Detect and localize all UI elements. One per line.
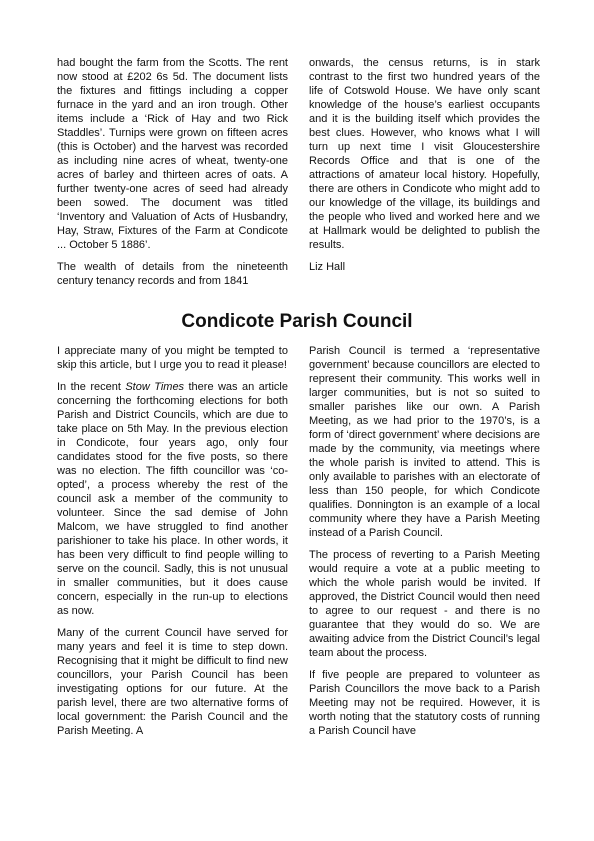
publication-title: Stow Times [125, 381, 185, 393]
paragraph: The process of reverting to a Parish Meeting would require a vote at a public meeting to which the whole parish would be invited. If approved, the District Council would then need to agree to our request - and there is no guarantee that they would do so. We are awaiting advice from the District Council’s legal team about the process. [309, 549, 540, 659]
paragraph: Parish Council is termed a ‘representative government’ because councillors are elected to represent their community. This works well in larger communities, but is not so suited to smaller parishes like our own. A Parish Meeting, as we had prior to the 1970’s, is a form of ‘direct government’ where decisions are made by the community, via meetings where the whole parish is invited to attend. This is only available to parishes with an electorate of less than 150 people, for which Condicote qualifies. Donnington is an example of a local community where they have a Parish Meeting instead of a Parish Council. [309, 345, 540, 539]
paragraph-lead: In the recent [57, 381, 126, 393]
paragraph: had bought the farm from the Scotts. The rent now stood at £202 6s 5d. The document lists the fixtures and fittings including a copper furnace in the yard and an iron trough. Other items include a ‘Rick of Hay and two Rick Staddles’. Turnips were grown on fifteen acres (this is October) and the harvest was recorded as including nine acres of wheat, twenty-one acres of barley and thirteen acres of oats. A further twenty-one acres of seed had already been sowed. The document was titled ‘Inventory and Valuation of Acts of Husbandry, Hay, Straw, Fixtures of the Farm at Condicote ... October 5 1886’. [57, 57, 288, 251]
top-left-column [57, 56, 288, 296]
paragraph: onwards, the census returns, is in stark contrast to the first two hundred years of the life of Cotswold House. We have only scant knowledge of the house’s earliest occupants and it is the building itself which provides the best clues. However, who knows what I will turn up next time I visit Gloucestershire Records Office and that is one of the attractions of amateur local history. Hopefully, there are others in Condicote who might add to our knowledge of the village, its buildings and the people who lived and worked here and we at Hallmark would be delighted to publish the results. [309, 57, 540, 251]
section-title: Condicote Parish Council [181, 311, 413, 332]
paragraph: Many of the current Council have served for many years and feel it is time to step down. Recognising that it might be difficult to find new councillors, your Parish Council has been investigating options for our future. At the parish level, there are two alternative forms of local government: the Parish Council and the Parish Meeting. A [57, 627, 288, 737]
bottom-right-column [309, 344, 540, 746]
paragraph: I appreciate many of you might be tempted to skip this article, but I urge you to read it please! [57, 345, 288, 371]
paragraph-rest: there was an article concerning the forthcoming elections for both Parish and District Councils, which are due to take place on 5th May. In the previous election in Condicote, four years ago, only four candidates stood for the five posts, so there was no election. The fifth councillor was ‘co-opted’, a process whereby the rest of the council ask a member of the community to volunteer. Since the sad demise of John Malcom, we have struggled to find another parishioner to take his place. In other words, it has been very difficult to find people willing to serve on the council. Sadly, this is not unusual in smaller communities, but it does cause concern, especially in the run-up to elections as now. [57, 381, 288, 617]
author-signoff: Liz Hall [309, 261, 346, 273]
paragraph [57, 380, 288, 618]
top-right-column [309, 56, 540, 282]
bottom-left-column [57, 344, 288, 746]
paragraph: The wealth of details from the nineteenth century tenancy records and from 1841 [57, 261, 288, 287]
paragraph: If five people are prepared to volunteer as Parish Councillors the move back to a Parish Meeting may not be required. However, it is worth noting that the statutory costs of running a Parish Council have [309, 669, 540, 737]
